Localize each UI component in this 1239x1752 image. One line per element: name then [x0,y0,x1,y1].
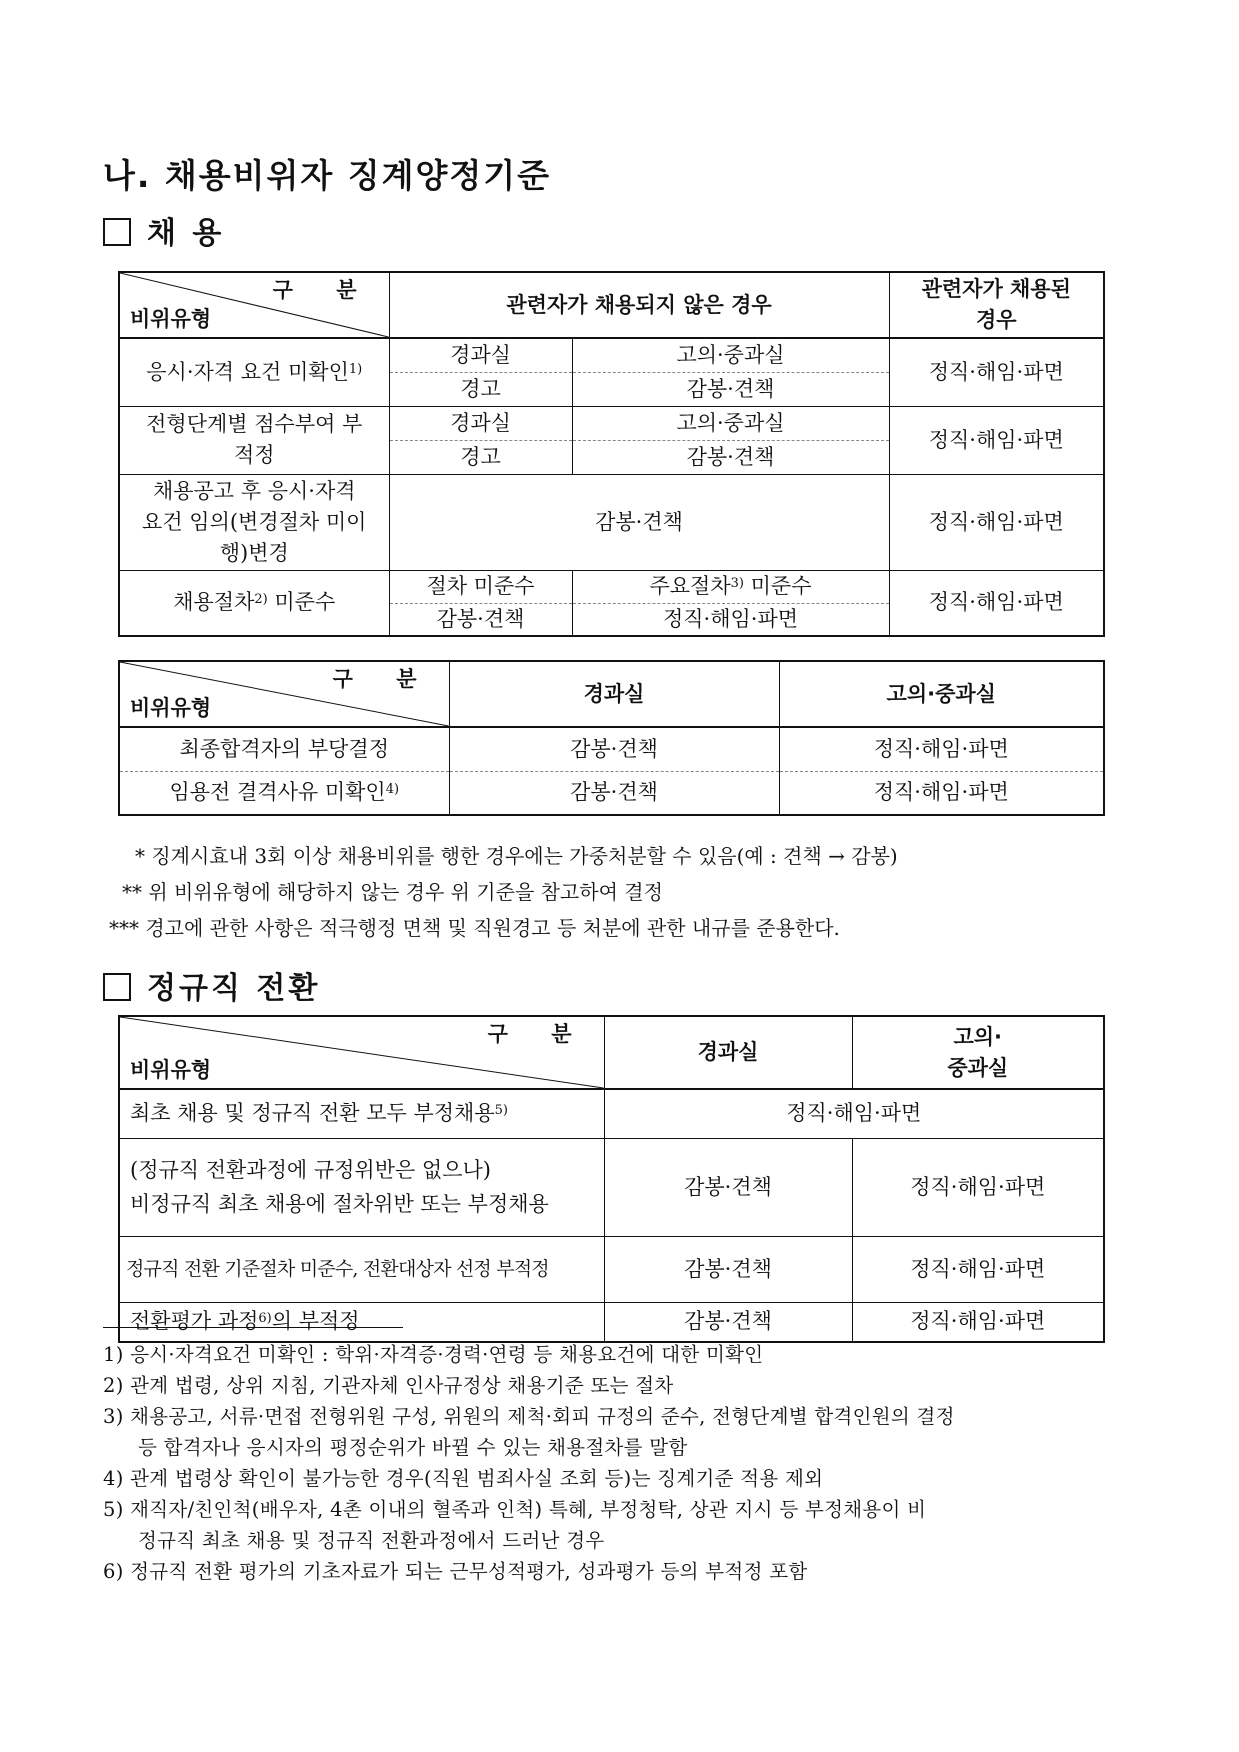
cell-hired: 정직·해임·파면 [889,338,1104,406]
note-2: ** 위 비위유형에 해당하지 않는 경우 위 기준을 참고하여 결정 [122,880,663,904]
cell-not-hired-light: 경과실 [389,406,572,440]
cell-not-hired-merged: 감봉·견책 [389,474,889,570]
footnote-divider [103,1327,403,1328]
cell-serious: 정직·해임·파면 [852,1236,1104,1302]
cell-serious: 정직·해임·파면 [852,1302,1104,1342]
header-serious-negligence: 고의·중과실 [779,661,1104,727]
cell-penalty-serious: 감봉·견책 [572,372,889,406]
cell-light: 감봉·견책 [604,1138,852,1236]
cell-hired: 정직·해임·파면 [889,406,1104,474]
cell-hired: 정직·해임·파면 [889,474,1104,570]
footnote-6: 6) 정규직 전환 평가의 기초자료가 되는 근무성적평가, 성과평가 등의 부적정 포함 [103,1560,808,1583]
footnote-3: 3) 채용공고, 서류·면접 전형위원 구성, 위원의 제척·회피 규정의 준수, 전형단계별 합격인원의 결정 [103,1405,955,1428]
note-3: *** 경고에 관한 사항은 적극행정 면책 및 직원경고 등 처분에 관한 내규를 준용한다. [109,916,840,940]
diagonal-header-cell [119,661,449,727]
diagonal-header-cell [119,1016,604,1089]
row-label: 전환평가 과정$^{6)}$의 부적정 [119,1302,604,1342]
hiring-table [118,271,1105,637]
row-label: 전형단계별 점수부여 부적정 [119,406,389,474]
header-type-label: 비위유형 [130,696,212,720]
header-division-label: 구 분 [487,1022,590,1046]
note-1: * 징계시효내 3회 이상 채용비위를 행한 경우에는 가중처분할 수 있음(예 : 견책 → 감봉) [135,844,898,868]
cell-penalty-light: 감봉·견책 [389,603,572,636]
section-title-hiring-text: 채 용 [147,216,225,251]
cell-penalty-light: 경고 [389,440,572,474]
row-label: 채용절차$^{2)}$ 미준수 [119,570,389,636]
header-division-label: 구 분 [332,667,435,691]
section-title-hiring [103,208,224,252]
cell-light: 감봉·견책 [449,727,779,771]
row-label: 임용전 결격사유 미확인$^{4)}$ [119,771,449,815]
header-division-label: 구 분 [272,278,375,302]
cell-not-hired-light: 경과실 [389,338,572,372]
header-light-negligence: 경과실 [604,1016,852,1089]
header-not-hired: 관련자가 채용되지 않은 경우 [389,272,889,338]
cell-serious: 정직·해임·파면 [779,727,1104,771]
checkbox-square-icon [103,218,131,246]
section-title-conversion [103,963,320,1007]
row-label: 응시·자격 요건 미확인$^{1)}$ [119,338,389,406]
cell-penalty-serious: 감봉·견책 [572,440,889,474]
row-label: 최종합격자의 부당결정 [119,727,449,771]
cell-not-hired-serious: 고의·중과실 [572,406,889,440]
row-label: 최초 채용 및 정규직 전환 모두 부정채용$^{5)}$ [119,1089,604,1138]
row-label: 채용공고 후 응시·자격 요건 임의(변경절차 미이행)변경 [119,474,389,570]
diagonal-header-cell [119,272,389,338]
cell-merged: 정직·해임·파면 [604,1089,1104,1138]
footnote-3-cont: 등 합격자나 응시자의 평정순위가 바뀔 수 있는 채용절차를 말함 [138,1436,688,1459]
cell-serious: 정직·해임·파면 [852,1138,1104,1236]
cell-not-hired-serious: 고의·중과실 [572,338,889,372]
footnote-1: 1) 응시·자격요건 미확인 : 학위·자격증·경력·연령 등 채용요건에 대한 미확인 [103,1343,764,1366]
footnote-5: 5) 재직자/친인척(배우자, 4촌 이내의 혈족과 인척) 특혜, 부정청탁, 상관 지시 등 부정채용이 비 [103,1498,927,1521]
conversion-table [118,1015,1105,1343]
footnote-2: 2) 관계 법령, 상위 지침, 기관자체 인사규정상 채용기준 또는 절차 [103,1374,674,1397]
cell-light: 감봉·견책 [449,771,779,815]
cell-not-hired-serious: 주요절차$^{3)}$ 미준수 [572,570,889,603]
final-decision-table [118,660,1105,816]
header-serious-negligence: 고의· 중과실 [852,1016,1104,1089]
cell-hired: 정직·해임·파면 [889,570,1104,636]
footnote-5-cont: 정규직 최초 채용 및 정규직 전환과정에서 드러난 경우 [138,1529,605,1552]
cell-light: 감봉·견책 [604,1302,852,1342]
footnote-4: 4) 관계 법령상 확인이 불가능한 경우(직원 범죄사실 조회 등)는 징계기준 적용 제외 [103,1467,824,1490]
row-label: (정규직 전환과정에 규정위반은 없으나) 비정규직 최초 채용에 절차위반 또는 부정채용 [119,1138,604,1236]
page-title: 나. 채용비위자 징계양정기준 [103,156,552,195]
section-title-conversion-text: 정규직 전환 [147,971,321,1006]
header-light-negligence: 경과실 [449,661,779,727]
cell-light: 감봉·견책 [604,1236,852,1302]
header-type-label: 비위유형 [130,307,212,331]
cell-penalty-serious: 정직·해임·파면 [572,603,889,636]
header-type-label: 비위유형 [130,1058,212,1082]
row-label: 정규직 전환 기준절차 미준수, 전환대상자 선정 부적정 [119,1236,604,1302]
cell-serious: 정직·해임·파면 [779,771,1104,815]
header-hired: 관련자가 채용된 경우 [889,272,1104,338]
cell-penalty-light: 경고 [389,372,572,406]
checkbox-square-icon [103,973,131,1001]
cell-not-hired-light: 절차 미준수 [389,570,572,603]
